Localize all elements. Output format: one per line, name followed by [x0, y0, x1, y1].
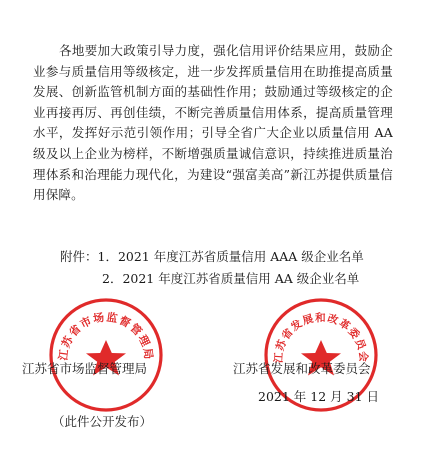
svg-text:江苏省市场监督管理局: 江苏省市场监督管理局: [56, 310, 156, 362]
attachment-item-1: 附件：1．2021 年度江苏省质量信用 AAA 级企业名单: [60, 249, 364, 264]
left-official-seal: [47, 296, 165, 414]
svg-text:江苏省发展和改革委员会: 江苏省发展和改革委员会: [272, 312, 370, 364]
attachment-item-2: 2．2021 年度江苏省质量信用 AA 级企业名单: [102, 271, 360, 286]
issue-date: 2021 年 12 月 31 日: [258, 389, 379, 404]
body-paragraph: 各地要加大政策引导力度，强化信用评价结果应用，鼓励企业参与质量信用等级核定，进一步发挥质量信用在助推提高质量发展、创新监管机制方面的基础性作用；鼓励通过等级核定的企业再接再厉、再创佳绩，不断完善质量信用体系，提高质量管理水平，发挥好示范引领作用；引导全省广大企业以质量信用 AA 级及以上企业为榜样，不断增强质量诚信意识，持续推进质量治理体系和治理能力现代化，为建设“强富美高”新江苏提供质量信用保障。: [33, 43, 393, 203]
publication-note: （此件公开发布）: [52, 414, 153, 429]
issuer-right: 江苏省发展和改革委员会: [233, 361, 371, 376]
issuer-left: 江苏省市场监督管理局: [22, 361, 148, 376]
